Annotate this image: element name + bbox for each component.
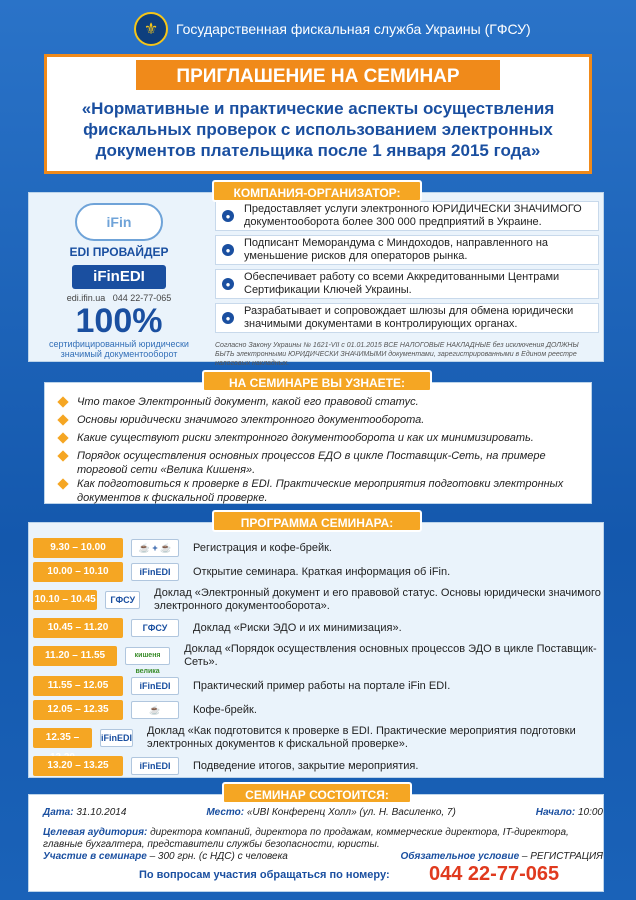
ifinedi-logo-icon: iFinEDI	[100, 729, 133, 747]
diamond-bullet-icon	[57, 414, 68, 425]
seminar-title: «Нормативные и практические аспекты осуществления фискальных проверок с использованием электронных документов плательщика после 1 января 2015 года»	[81, 99, 555, 160]
invite-banner: ПРИГЛАШЕНИЕ НА СЕМИНАР	[134, 58, 502, 92]
legal-note: Согласно Закону Украины № 1621-VII с 01.01.2015 ВСЕ НАЛОГОВЫЕ НАКЛАДНЫЕ без исключения ДОЛЖНЫ БЫТЬ электронными ЮРИДИЧЕСКИ ЗНАЧИМЫМИ документами, зарегистрированными в Едином реестре налоговых накладных.	[215, 342, 579, 367]
event-conditions: Участие в семинаре – 300 грн. (с НДС) с человека Обязательное условие – РЕГИСТРАЦИЯ	[43, 851, 603, 862]
percent-caption: сертифицированный юридически значимый документооборот	[49, 339, 189, 359]
contact-label: По вопросам участия обращаться по номеру:	[139, 869, 390, 881]
ifinedi-logo-icon: iFinEDI	[131, 757, 179, 775]
brand-phone: 044 22-77-065	[112, 293, 172, 303]
header	[134, 12, 531, 46]
event-meta: Дата: 31.10.2014 Место: «UBI Конференц Холл» (ул. Н. Василенко, 7) Начало: 10:00	[43, 807, 603, 818]
program-row: 10.10 – 10.45 ГФСУ Доклад «Электронный документ и его правовой статус. Основы юридически значимого электронного документооборота».	[34, 587, 601, 612]
brand-site[interactable]: edi.ifin.ua	[66, 293, 106, 303]
diamond-bullet-icon	[57, 478, 68, 489]
kishenya-logo-icon: кишеня велика	[125, 647, 170, 665]
learn-item: Как подготовиться к проверке в EDI. Практические мероприятия подготовки электронных документов к фискальной проверке.	[55, 477, 585, 505]
program-row: 9.30 – 10.00 ☕ + ☕ Регистрация и кофе-брейк.	[33, 537, 601, 559]
organizer-panel	[28, 192, 604, 367]
diamond-bullet-icon	[57, 450, 68, 461]
organizer-item: ● Предоставляет услуги электронного ЮРИДИЧЕСКИ ЗНАЧИМОГО документооборота более 300 000 предприятий в Украине.	[215, 201, 599, 231]
header-title: Государственная фискальная служба Украины (ГФСУ)	[176, 21, 531, 37]
learn-panel	[44, 382, 592, 504]
program-row: 10.45 – 11.20 ГФСУ Доклад «Риски ЭДО и их минимизация».	[33, 617, 601, 639]
learn-item: Порядок осуществления основных процессов ЕДО в цикле Поставщик-Сеть, на примере торговой сети «Велика Кишеня».	[55, 449, 585, 477]
gfsu-logo-icon: ГФСУ	[105, 591, 140, 609]
program-row: 13.20 – 13.25 iFinEDI Подведение итогов, закрытие мероприятия.	[33, 755, 601, 777]
percent-value: 100%	[75, 302, 163, 340]
learn-item: Какие существуют риски электронного документооборота и как их минимизировать.	[55, 431, 585, 445]
gfsu-logo-icon: ГФСУ	[131, 619, 179, 637]
diamond-bullet-icon	[57, 432, 68, 443]
ifinedi-logo-icon: iFinEDI	[131, 563, 179, 581]
event-audience: Целевая аудитория: директора компаний, директора по продажам, коммерческие директора, IT-директора, главные бухгалтера, представители службы безопасности, юристы.	[43, 827, 569, 850]
program-row: 11.55 – 12.05 iFinEDI Практический пример работы на портале iFin EDI.	[33, 675, 601, 697]
organizer-item: ● Обеспечивает работу со всеми Аккредитованными Центрами Сертификации Ключей Украины.	[215, 269, 599, 299]
bullet-icon: ●	[222, 244, 234, 256]
program-heading: ПРОГРАММА СЕМИНАРА:	[212, 510, 422, 532]
ifinedi-logo: iFinEDI	[72, 265, 166, 289]
bullet-icon: ●	[222, 210, 234, 222]
learn-item: Что такое Электронный документ, какой его правовой статус.	[55, 395, 585, 409]
contact-phone[interactable]: 044 22-77-065	[429, 863, 560, 885]
program-row: 10.00 – 10.10 iFinEDI Открытие семинара. Краткая информация об iFin.	[33, 561, 601, 583]
program-row: 11.20 – 11.55 кишеня велика Доклад «Порядок осуществления основных процессов ЭДО в цикле Поставщик-Сеть».	[33, 641, 601, 671]
event-heading: СЕМИНАР СОСТОИТСЯ:	[222, 782, 412, 804]
program-row: 12.35 – iFinEDI Доклад «Как подготовится к проверке в EDI. Практические мероприятия подготовки электронных документов к фискальной проверке».	[33, 723, 601, 753]
learn-item: Основы юридически значимого электронного документооборота.	[55, 413, 585, 427]
cloud-logo-icon: iFin	[75, 203, 163, 241]
event-panel	[28, 794, 604, 892]
organizer-item: ● Подписант Меморандума с Миндоходов, направленного на уменьшение рисков для операторов рынка.	[215, 235, 599, 265]
edi-provider-label: EDI ПРОВАЙДЕР	[69, 245, 169, 259]
coffee-icon: ☕	[131, 701, 179, 719]
edi-brand	[35, 197, 203, 357]
trident-icon: ⚜	[134, 12, 168, 46]
ifinedi-logo-icon: iFinEDI	[131, 677, 179, 695]
learn-heading: НА СЕМИНАРЕ ВЫ УЗНАЕТЕ:	[202, 370, 432, 392]
bullet-icon: ●	[222, 278, 234, 290]
organizer-heading: КОМПАНИЯ-ОРГАНИЗАТОР:	[212, 180, 422, 202]
program-panel	[28, 522, 604, 778]
poster	[14, 10, 622, 892]
diamond-bullet-icon	[57, 396, 68, 407]
bullet-icon: ●	[222, 312, 234, 324]
organizer-item: ● Разрабатывает и сопровождает шлюзы для обмена юридически значимыми документами в контролирующих органах.	[215, 303, 599, 333]
program-row: 12.05 – 12.35 ☕ Кофе-брейк.	[33, 699, 601, 721]
coffee-icon: ☕ + ☕	[131, 539, 179, 557]
